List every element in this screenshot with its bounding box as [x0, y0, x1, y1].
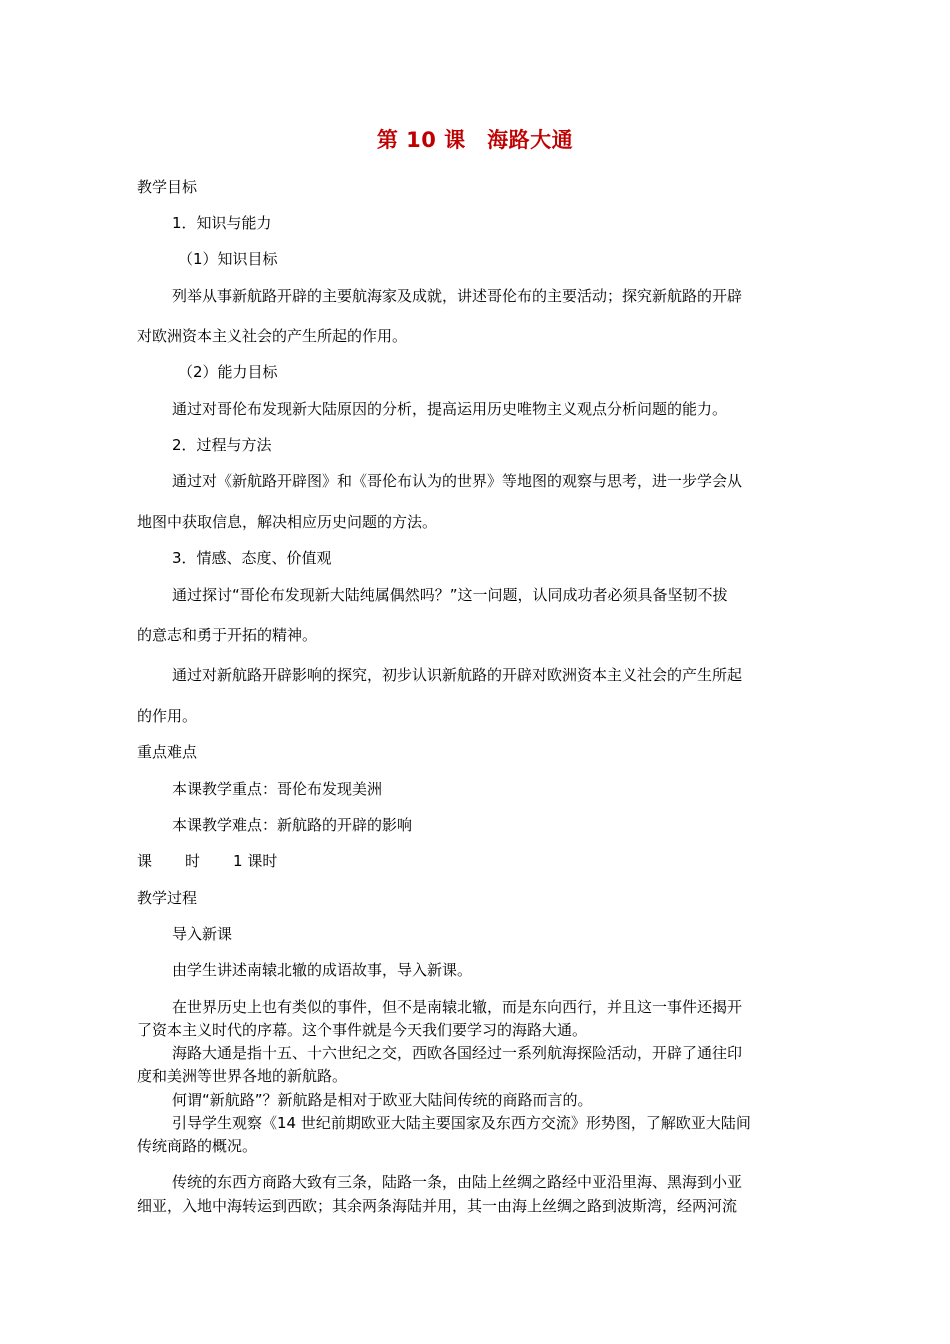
paragraph-line: 对欧洲资本主义社会的产生所起的作用。 [137, 327, 408, 345]
section-heading-process: 教学过程 [137, 889, 198, 907]
subheading-process-method: 2．过程与方法 [172, 436, 272, 454]
subheading-intro: 导入新课 [172, 925, 233, 943]
paragraph-line: 何谓“新航路”？新航路是相对于欧亚大陆间传统的商路而言的。 [172, 1091, 593, 1109]
period-value: 1 课时 [233, 852, 278, 870]
paragraph-line: 通过对哥伦布发现新大陆原因的分析，提高运用历史唯物主义观点分析问题的能力。 [172, 400, 728, 418]
section-heading-objectives: 教学目标 [137, 178, 198, 196]
paragraph-line: 列举从事新航路开辟的主要航海家及成就，讲述哥伦布的主要活动；探究新航路的开辟 [172, 287, 743, 305]
subheading-ability-goal: （2）能力目标 [178, 363, 278, 381]
period-label-char: 课 [137, 852, 153, 870]
paragraph-line: 了资本主义时代的序幕。这个事件就是今天我们要学习的海路大通。 [137, 1021, 588, 1039]
paragraph-line: 传统商路的概况。 [137, 1137, 258, 1155]
subheading-knowledge-goal: （1）知识目标 [178, 250, 278, 268]
subheading-emotion-values: 3．情感、态度、价值观 [172, 549, 332, 567]
lesson-title: 第 10 课 海路大通 [376, 128, 574, 152]
paragraph-line: 海路大通是指十五、十六世纪之交，西欧各国经过一系列航海探险活动，开辟了通往印 [172, 1044, 743, 1062]
period-label-char: 时 [185, 852, 201, 870]
paragraph-line: 通过探讨“哥伦布发现新大陆纯属偶然吗？”这一问题，认同成功者必须具备坚韧不拔 [172, 586, 728, 604]
paragraph-line: 在世界历史上也有类似的事件，但不是南辕北辙，而是东向西行，并且这一事件还揭开 [172, 998, 743, 1016]
paragraph-line: 度和美洲等世界各地的新航路。 [137, 1067, 348, 1085]
paragraph-line: 本课教学难点：新航路的开辟的影响 [172, 816, 413, 834]
paragraph-line: 引导学生观察《14 世纪前期欧亚大陆主要国家及东西方交流》形势图，了解欧亚大陆间 [172, 1114, 751, 1132]
paragraph-line: 由学生讲述南辕北辙的成语故事，导入新课。 [172, 961, 473, 979]
class-period-line [137, 851, 277, 871]
paragraph-line: 地图中获取信息，解决相应历史问题的方法。 [137, 513, 438, 531]
paragraph-line: 本课教学重点：哥伦布发现美洲 [172, 780, 383, 798]
subheading-knowledge-ability: 1．知识与能力 [172, 214, 272, 232]
section-heading-keypoints: 重点难点 [137, 743, 198, 761]
paragraph-line: 的意志和勇于开拓的精神。 [137, 626, 318, 644]
paragraph-line: 通过对《新航路开辟图》和《哥伦布认为的世界》等地图的观察与思考，进一步学会从 [172, 472, 743, 490]
paragraph-line: 通过对新航路开辟影响的探究，初步认识新航路的开辟对欧洲资本主义社会的产生所起 [172, 666, 743, 684]
paragraph-line: 细亚，入地中海转运到西欧；其余两条海陆并用，其一由海上丝绸之路到波斯湾，经两河流 [137, 1197, 738, 1215]
paragraph-line: 传统的东西方商路大致有三条，陆路一条，由陆上丝绸之路经中亚沿里海、黑海到小亚 [172, 1173, 743, 1191]
paragraph-line: 的作用。 [137, 707, 198, 725]
